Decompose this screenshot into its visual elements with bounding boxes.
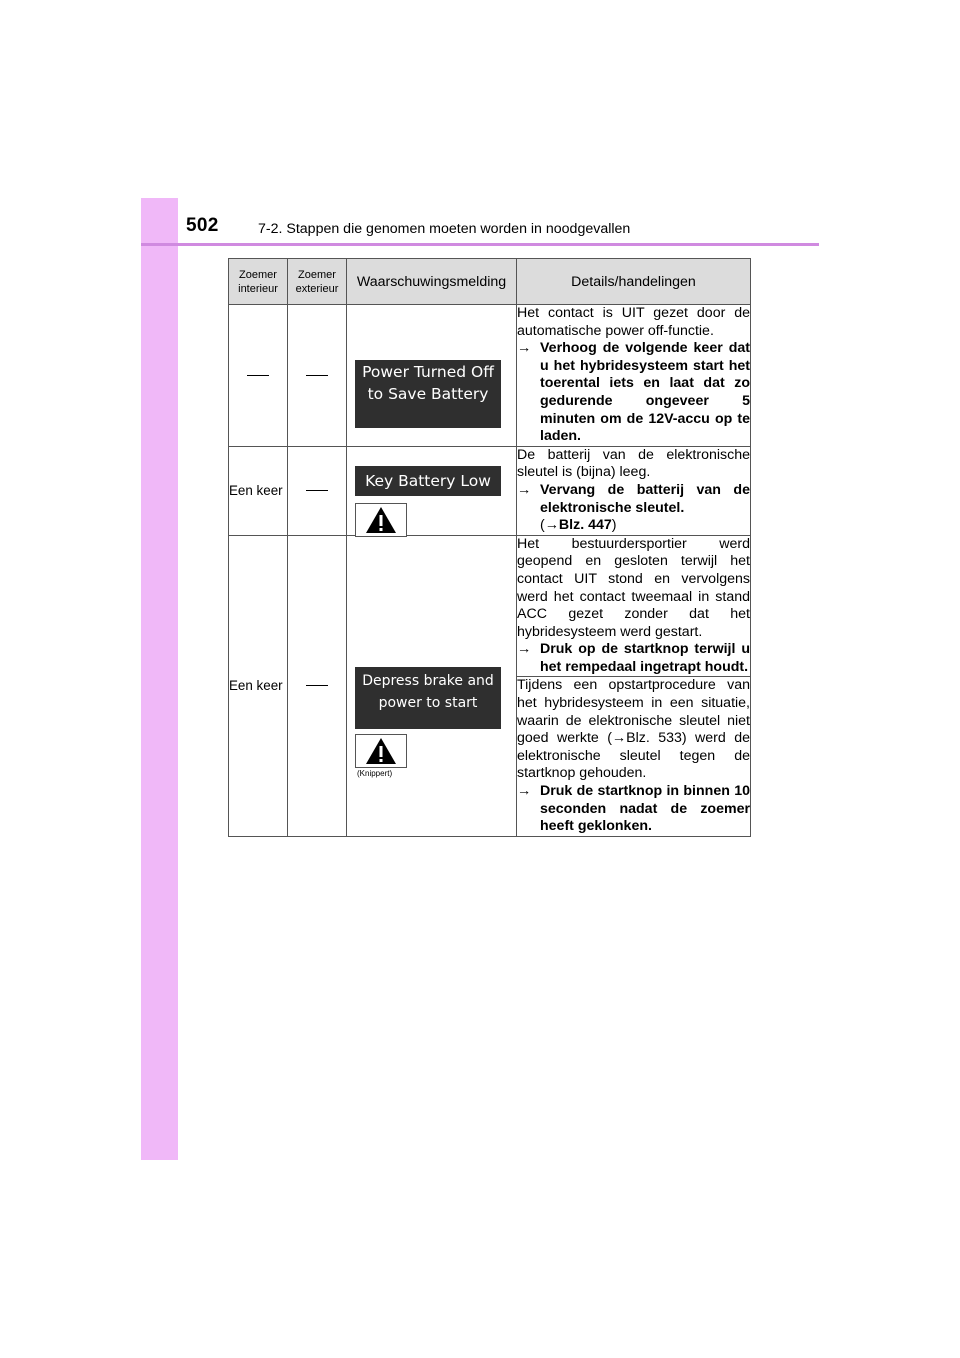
page-reference: Blz. 447 <box>558 517 612 534</box>
details-text: Het bestuurdersportier werd geopend en gesloten terwijl het contact UIT stond en vervolgens werd het contact tweemaal in stand ACC gezet zonder dat het hybridesysteem werd gestart. <box>517 535 750 640</box>
warning-table <box>228 258 751 837</box>
dash-none <box>306 685 328 686</box>
action-item <box>517 482 750 535</box>
action-item <box>517 783 750 836</box>
arrow-icon: → <box>517 340 532 357</box>
warning-triangle-icon <box>355 503 407 537</box>
message-cell <box>347 535 517 836</box>
details-text: Het contact is UIT gezet door de automatische power off-functie. <box>517 305 750 339</box>
display-message: Depress brake and power to start <box>355 667 501 729</box>
exterior-buzzer-cell <box>288 305 347 447</box>
interior-buzzer-cell: Een keer <box>229 446 288 535</box>
warning-triangle-icon <box>355 734 407 768</box>
exterior-buzzer-cell <box>288 535 347 836</box>
dash-none <box>306 490 328 491</box>
col-header-message: Waarschuwingsmelding <box>347 259 517 305</box>
page-number: 502 <box>186 215 219 236</box>
exterior-buzzer-cell <box>288 446 347 535</box>
chapter-sidebar-tab <box>141 198 178 1160</box>
arrow-icon: → <box>517 641 532 658</box>
interior-buzzer-cell: Een keer <box>229 535 288 836</box>
action-item <box>517 340 750 446</box>
arrow-icon: → <box>517 481 532 498</box>
action-text: Vervang de batterij van de elektronische sleutel. (→Blz. 447) <box>540 481 750 534</box>
message-cell <box>347 305 517 447</box>
details-text: Tijdens een opstartprocedure van het hybridesysteem in een situatie, waarin de elektronische sleutel niet goed werkte (→Blz. 533) werd de elektronische sleutel tegen de startknop gehouden. <box>517 677 750 782</box>
table-row <box>229 535 751 677</box>
display-message: Power Turned Off to Save Battery <box>355 360 501 428</box>
details-cell <box>517 535 751 677</box>
details-cell <box>517 677 751 836</box>
details-cell <box>517 305 751 447</box>
details-cell <box>517 446 751 535</box>
details-text: De batterij van de elektronische sleutel is (bijna) leeg. <box>517 446 750 481</box>
table-row <box>229 446 751 535</box>
col-header-exterior: Zoemer exterieur <box>288 259 347 305</box>
section-title: 7-2. Stappen die genomen moeten worden in noodgevallen <box>258 221 631 237</box>
action-text: Druk de startknop in binnen 10 seconden nadat de zoemer heeft geklonken. <box>540 783 750 835</box>
col-header-details: Details/handelingen <box>517 259 751 305</box>
action-text: Verhoog de volgende keer dat u het hybridesysteem start het toerental iets en laat dat zo gedurende ongeveer 5 minuten om de 12V-accu op te laden. <box>540 340 750 445</box>
col-header-interior: Zoemer interieur <box>229 259 288 305</box>
table-header-row <box>229 259 751 305</box>
header-divider <box>141 243 819 246</box>
action-item <box>517 641 750 676</box>
message-cell <box>347 446 517 535</box>
interior-buzzer-cell <box>229 305 288 447</box>
dash-none <box>306 375 328 376</box>
arrow-icon: → <box>517 783 532 800</box>
action-text: Druk op de startknop terwijl u het rempedaal ingetrapt houdt. <box>540 641 750 675</box>
table-row <box>229 305 751 447</box>
blink-note: (Knippert) <box>357 768 393 778</box>
display-message: Key Battery Low <box>355 466 501 496</box>
dash-none <box>247 375 269 376</box>
